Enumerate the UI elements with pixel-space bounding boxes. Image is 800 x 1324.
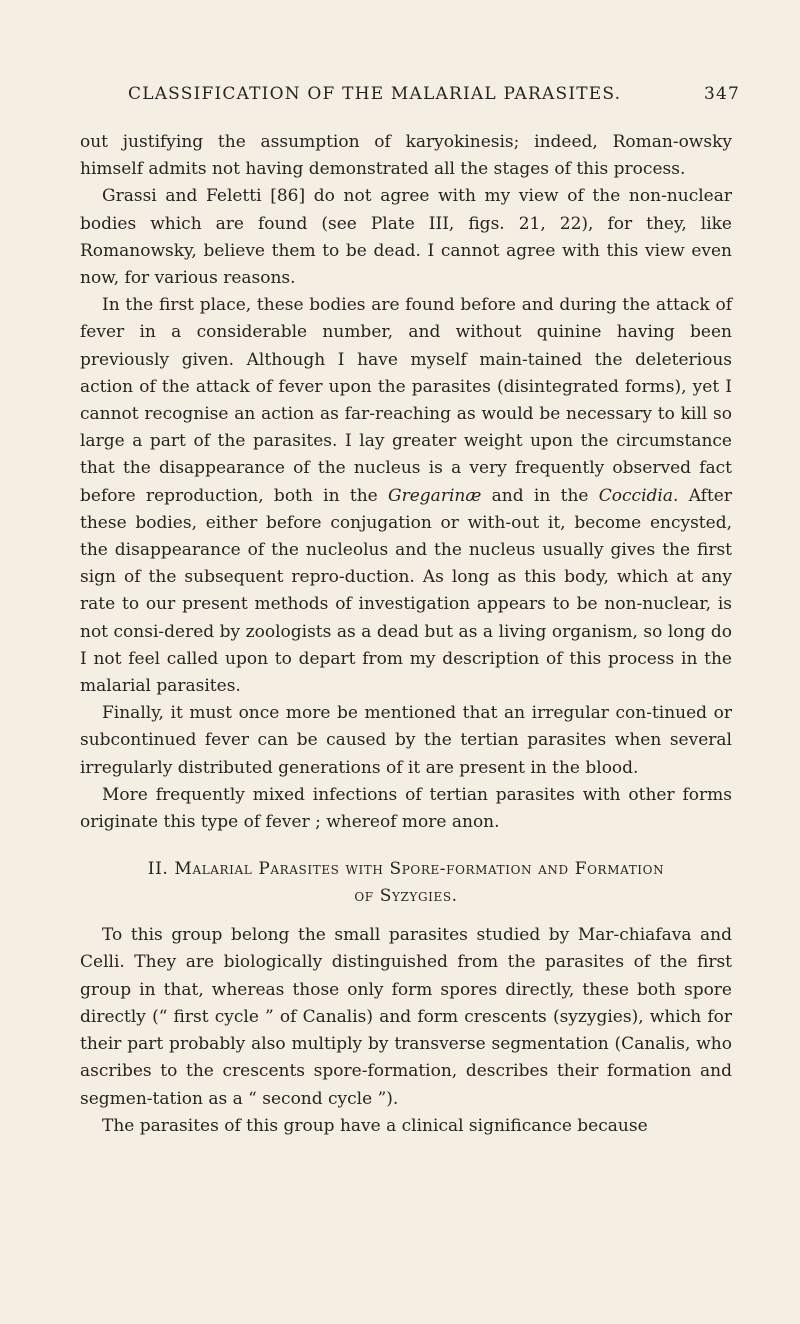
section-heading: [80, 856, 732, 910]
paragraph: [80, 292, 732, 700]
paragraph: The parasites of this group have a clinical significance because: [102, 1115, 648, 1136]
section-heading-line: of Syzygies.: [354, 886, 458, 907]
paragraph: out justifying the assumption of karyokinesis; indeed, Roman-owsky himself admits not having demonstrated all the stages of this process.: [80, 132, 732, 180]
running-head: [80, 84, 740, 112]
paragraph: Finally, it must once more be mentioned that an irregular con-tinued or subcontinued fever can be caused by the tertian parasites when several irregularly distributed generations of it are present in the blood.: [80, 703, 732, 778]
italic-term-coccidia: Coccidia: [598, 485, 673, 506]
paragraph: More frequently mixed infections of tertian parasites with other forms originate this type of fever ; whereof more anon.: [80, 784, 732, 833]
body-text: [80, 129, 732, 1140]
paragraph-text: In the first place, these bodies are found before and during the attack of fever in a considerable number, and without quinine having been previously given. Although I have myself main-tained the deleterious action of the attack of fever upon the parasites (disintegrated forms), yet I cannot recognise an action as far-reaching as would be necessary to kill so large a part of the parasites. I lay greater weight upon the circumstance that the disappearance of the nucleus is a very frequently observed fact before reproduction, both in the: [80, 295, 732, 506]
paragraph-text: and in the: [481, 485, 599, 506]
section-heading-line: II. Malarial Parasites with Spore-formation and Formation: [147, 859, 665, 880]
italic-term-gregarinae: Gregarinæ: [388, 485, 482, 506]
paragraph: Grassi and Feletti [86] do not agree with my view of the non-nuclear bodies which are found (see Plate III, figs. 21, 22), for they, like Romanowsky, believe them to be dead. I cannot agree with this view even now, for various reasons.: [80, 186, 732, 289]
paragraph-text: . After these bodies, either before conjugation or with-out it, become encysted, the disappearance of the nucleolus and the nucleus usually gives the first sign of the subsequent repro-duction. As long as this body, which at any rate to our present methods of investigation appears to be non-nuclear, is not consi-dered by zoologists as a dead but as a living organism, so long do I not feel called upon to depart from my description of this process in the malarial parasites.: [80, 485, 732, 697]
page-number: 347: [703, 84, 740, 104]
paragraph: To this group belong the small parasites studied by Mar-chiafava and Celli. They are biologically distinguished from the parasites of the first group in that, whereas those only form spores directly, these both spore directly (“ first cycle ” of Canalis) and form crescents (syzygies), which for their part probably also multiply by transverse segmentation (Canalis, who ascribes to the crescents spore-formation, describes their formation and segmen-tation as a “ second cycle ”).: [80, 925, 732, 1109]
running-head-title: CLASSIFICATION OF THE MALARIAL PARASITES.: [128, 84, 622, 104]
